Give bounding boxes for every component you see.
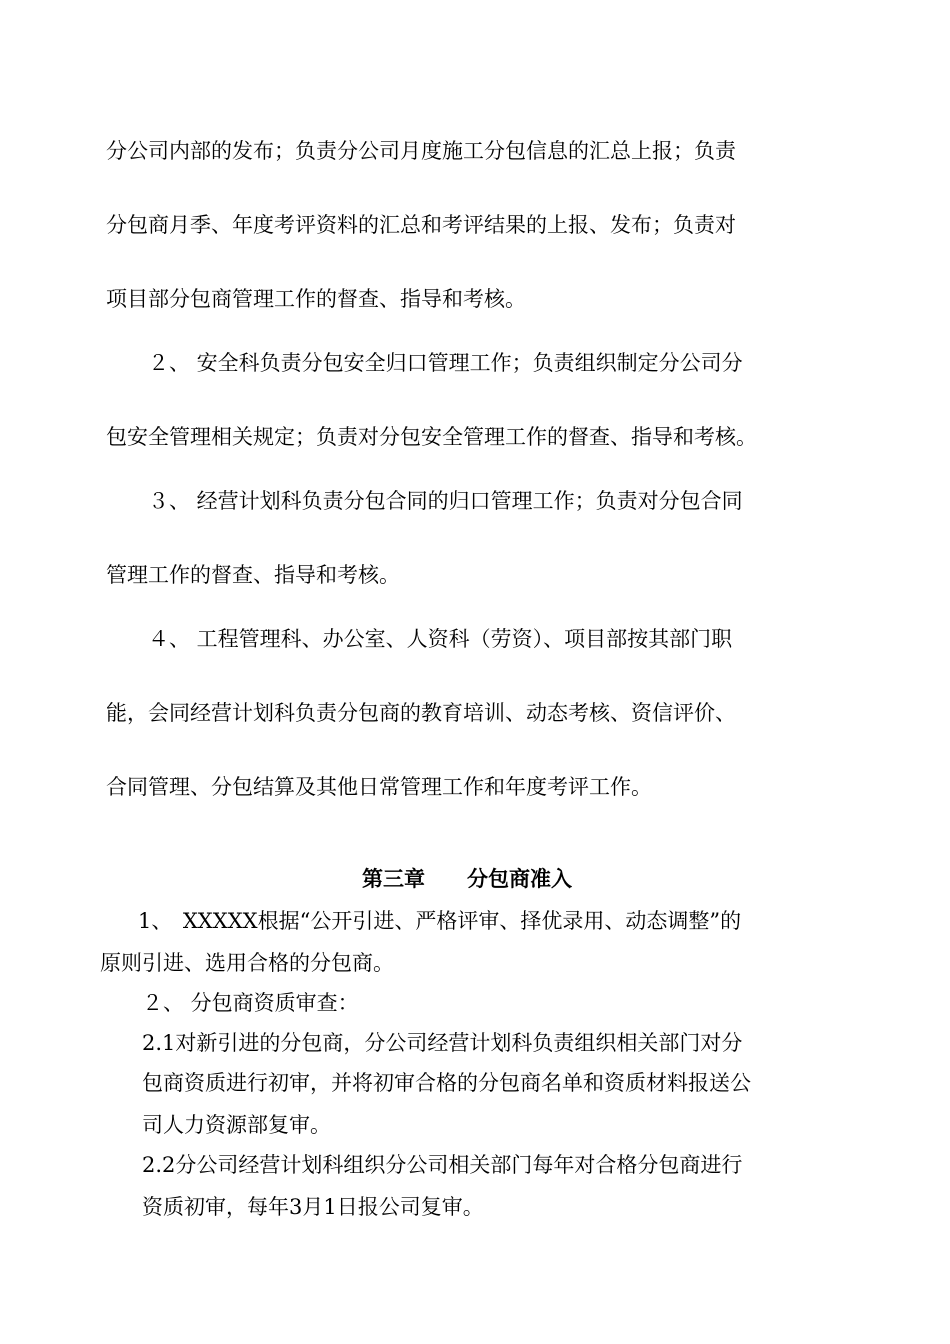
- paragraph-line: 1、 XXXXX根据“公开引进、严格评审、择优录用、动态调整”的: [138, 909, 742, 933]
- paragraph-line: 包商资质进行初审，并将初审合格的分包商名单和资质材料报送公: [142, 1071, 751, 1095]
- paragraph-line: ３、 经营计划科负责分包合同的归口管理工作；负责对分包合同: [148, 489, 743, 513]
- paragraph-line: 原则引进、选用合格的分包商。: [100, 951, 394, 975]
- paragraph-line: 分包商月季、年度考评资料的汇总和考评结果的上报、发布；负责对: [106, 213, 736, 237]
- paragraph-line: ２、 分包商资质审查：: [142, 991, 359, 1015]
- paragraph-line: ４、 工程管理科、办公室、人资科（劳资）、项目部按其部门职: [148, 627, 733, 651]
- paragraph-line: 司人力资源部复审。: [142, 1113, 331, 1137]
- paragraph-line: 管理工作的督查、指导和考核。: [106, 563, 400, 587]
- paragraph-line: ２、 安全科负责分包安全归口管理工作；负责组织制定分公司分: [148, 351, 743, 375]
- paragraph-line: 2.1对新引进的分包商，分公司经营计划科负责组织相关部门对分: [142, 1031, 743, 1055]
- paragraph-line: 分公司内部的发布；负责分公司月度施工分包信息的汇总上报；负责: [106, 139, 736, 163]
- paragraph-line: 能，会同经营计划科负责分包商的教育培训、动态考核、资信评价、: [106, 701, 736, 725]
- paragraph-line: 包安全管理相关规定；负责对分包安全管理工作的督查、指导和考核。: [106, 425, 757, 449]
- paragraph-line: 2.2分公司经营计划科组织分公司相关部门每年对合格分包商进行: [142, 1153, 743, 1177]
- paragraph-line: 项目部分包商管理工作的督查、指导和考核。: [106, 287, 526, 311]
- paragraph-line: 合同管理、分包结算及其他日常管理工作和年度考评工作。: [106, 775, 652, 799]
- paragraph-line: 资质初审，每年3月1日报公司复审。: [142, 1195, 484, 1219]
- chapter-title: 第三章 分包商准入: [362, 867, 572, 891]
